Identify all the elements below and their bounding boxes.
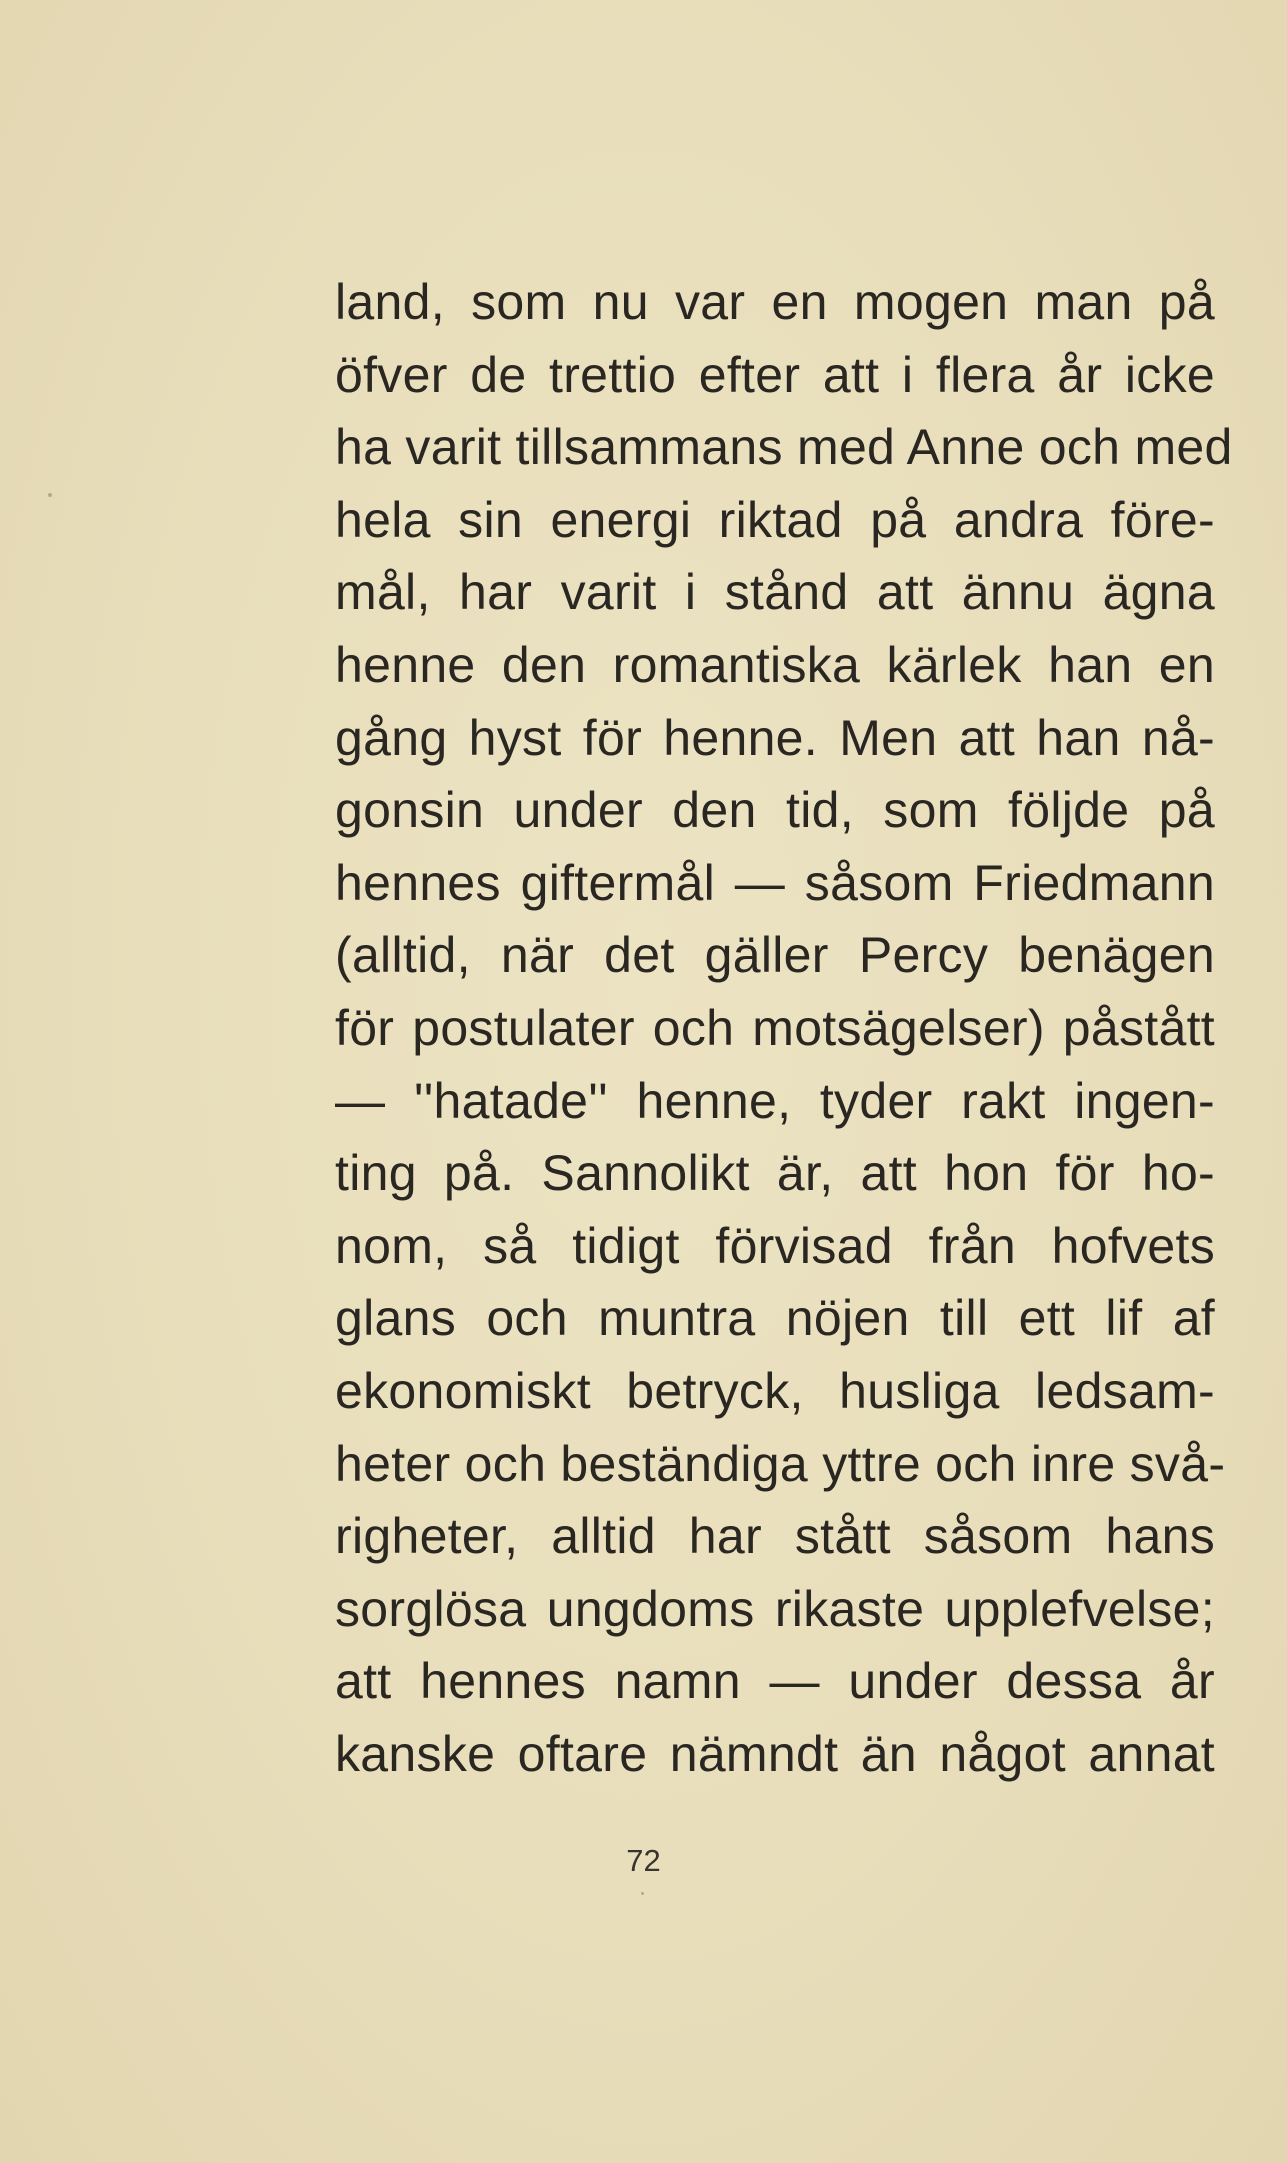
text-line: öfver de trettio efter att i flera år icke xyxy=(335,346,1215,403)
text-line: heter och beständiga yttre och inre svå- xyxy=(335,1435,1226,1492)
text-line: glans och muntra nöjen till ett lif af xyxy=(335,1290,1215,1347)
text-line: nom, så tidigt förvisad från hofvets xyxy=(335,1217,1215,1274)
text-line: (alltid, när det gäller Percy benägen xyxy=(335,927,1215,984)
body-text xyxy=(335,266,1233,1790)
text-line: gonsin under den tid, som följde på xyxy=(335,782,1215,839)
text-line: land, som nu var en mogen man på xyxy=(335,274,1215,330)
page-number: 72 xyxy=(626,1843,661,1878)
text-line: henne den romantiska kärlek han en xyxy=(335,636,1215,693)
text-line: hela sin energi riktad på andra före- xyxy=(335,491,1215,548)
text-line: gång hyst för henne. Men att han nå- xyxy=(335,709,1215,766)
text-line: ha varit tillsammans med Anne och med xyxy=(335,419,1233,476)
text-line: för postulater och motsägelser) påstått xyxy=(335,999,1215,1056)
paper-speck xyxy=(48,493,52,497)
text-line: att hennes namn — under dessa år xyxy=(335,1653,1215,1710)
text-line: — ''hatade'' henne, tyder rakt ingen- xyxy=(335,1072,1215,1129)
paper-speck xyxy=(641,1892,644,1895)
text-line: kanske oftare nämndt än något annat xyxy=(335,1725,1215,1782)
text-line: righeter, alltid har stått såsom hans xyxy=(335,1508,1215,1565)
text-line: ting på. Sannolikt är, att hon för ho- xyxy=(335,1145,1215,1202)
text-line: mål, har varit i stånd att ännu ägna xyxy=(335,564,1215,621)
text-line: sorglösa ungdoms rikaste upplefvelse; xyxy=(335,1580,1215,1637)
text-line: ekonomiskt betryck, husliga ledsam- xyxy=(335,1362,1215,1419)
text-line: hennes giftermål — såsom Friedmann xyxy=(335,854,1215,911)
